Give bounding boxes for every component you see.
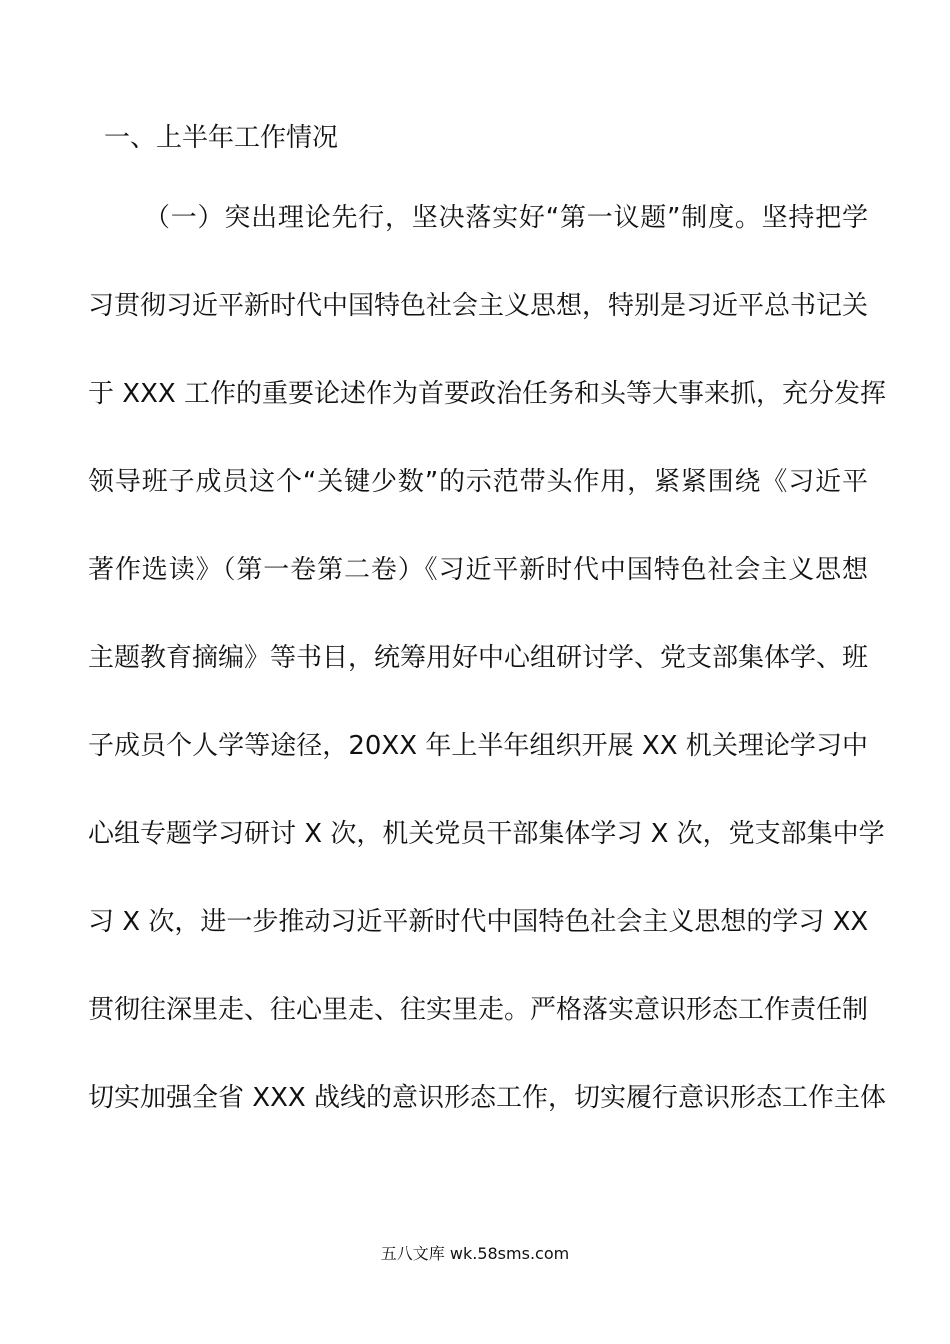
paragraph-line: 子成员个人学等途径，20XX 年上半年组织开展 XX 机关理论学习中 <box>88 731 868 761</box>
paragraph-line: 切实加强全省 XXX 战线的意识形态工作，切实履行意识形态工作主体 <box>88 1083 886 1113</box>
paragraph-line: 领导班子成员这个“关键少数”的示范带头作用，紧紧围绕《习近平 <box>88 467 868 497</box>
paragraph-line: 主题教育摘编》等书目，统筹用好中心组研讨学、党支部集体学、班 <box>88 643 869 673</box>
footer-watermark: 五八文库 wk.58sms.com <box>380 1244 570 1263</box>
paragraph-line: 心组专题学习研讨 X 次，机关党员干部集体学习 X 次，党支部集中学 <box>88 819 885 849</box>
paragraph-line: 习贯彻习近平新时代中国特色社会主义思想，特别是习近平总书记关 <box>88 291 869 321</box>
paragraph-line: 习 X 次，进一步推动习近平新时代中国特色社会主义思想的学习 XX <box>88 907 869 937</box>
paragraph-line: 著作选读》（第一卷第二卷）《习近平新时代中国特色社会主义思想 <box>88 555 868 585</box>
paragraph-line: （一）突出理论先行，坚决落实好“第一议题”制度。坚持把学 <box>144 203 868 233</box>
paragraph-line: 于 XXX 工作的重要论述作为首要政治任务和头等大事来抓，充分发挥 <box>88 379 886 409</box>
body-paragraph <box>88 196 886 1164</box>
paragraph-line: 贯彻往深里走、往心里走、往实里走。严格落实意识形态工作责任制 <box>88 995 869 1025</box>
section-heading: 一、上半年工作情况 <box>104 123 339 153</box>
